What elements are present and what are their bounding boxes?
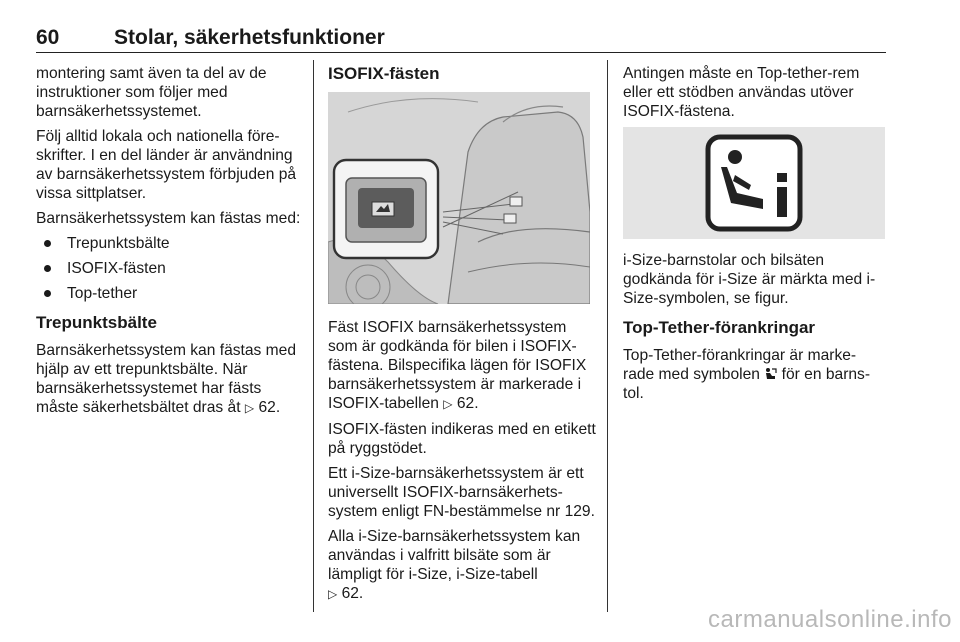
paragraph [328, 318, 596, 414]
paragraph-text: Fäst ISOFIX barnsäkerhetssystem som är godkända för bilen i ISOFIX- fästena. Bilspecifika lägen för ISOFIX barnsäkerhetssystem är markerade i ISOFIX-tabellen [328, 319, 587, 412]
paragraph-text: Top-Tether-förankringar är marke- rade med symbolen [623, 347, 857, 383]
section-heading: Top-Tether-förankringar [623, 318, 816, 337]
section-heading: Trepunktsbälte [36, 313, 157, 332]
paragraph-text: Alla i-Size-barnsäkerhetssystem kan användas i valfritt bilsäte som är lämpligt för i-Size, i-Size-tabell [328, 528, 581, 583]
column-middle [328, 64, 596, 610]
list-item: Top-tether [36, 284, 304, 303]
page-header [36, 22, 886, 53]
reference-arrow-icon: ▷ [244, 401, 255, 415]
page-reference[interactable]: 62. [341, 585, 364, 602]
paragraph: montering samt även ta del av de instruktioner som följer med barnsäkerhetssystemet. [36, 65, 267, 120]
paragraph [328, 527, 596, 604]
page-number: 60 [36, 26, 60, 49]
column-right [623, 64, 885, 409]
list-item: Trepunktsbälte [36, 234, 304, 253]
reference-arrow-icon: ▷ [328, 587, 338, 601]
paragraph: Ett i-Size-barnsäkerhetssystem är ett universellt ISOFIX-barnsäkerhets- system enligt FN-bestämmelse nr 129. [328, 465, 595, 520]
paragraph [36, 341, 304, 418]
paragraph: Antingen måste en Top-tether-rem eller ett stödben användas utöver ISOFIX-fästena. [623, 65, 860, 120]
section-heading: ISOFIX-fästen [328, 64, 440, 83]
page-reference[interactable]: 62. [258, 399, 281, 416]
list-item: ISOFIX-fästen [36, 259, 304, 278]
top-tether-icon [764, 367, 777, 380]
paragraph: Barnsäkerhetssystem kan fästas med: [36, 210, 301, 227]
paragraph-text: Barnsäkerhetssystem kan fästas med hjälp av ett trepunktsbälte. När barnsäkerhetssystemet har fästs måste säkerhetsbältet dras åt [36, 342, 297, 416]
page-reference[interactable]: 62. [456, 395, 479, 412]
paragraph: Följ alltid lokala och nationella före- skrifter. I en del länder är användning av barnsäkerhetssystem förbjuden på vissa sittplatser. [36, 128, 297, 202]
watermark: carmanualsonline.info [708, 606, 952, 633]
reference-arrow-icon: ▷ [443, 397, 453, 411]
paragraph [623, 346, 885, 403]
column-divider [607, 60, 608, 612]
bullet-list [36, 234, 304, 303]
column-left [36, 64, 304, 424]
paragraph-text: för en barns- tol. [623, 366, 871, 402]
paragraph: ISOFIX-fästen indikeras med en etikett på ryggstödet. [328, 421, 596, 457]
paragraph: i-Size-barnstolar och bilsäten godkända för i-Size är märkta med i-Size-symbolen, se figur. [623, 252, 876, 307]
chapter-title: Stolar, säkerhetsfunktioner [114, 26, 385, 49]
isofix-seat-illustration [328, 92, 590, 304]
column-divider [313, 60, 314, 612]
isize-symbol-icon [623, 127, 885, 239]
